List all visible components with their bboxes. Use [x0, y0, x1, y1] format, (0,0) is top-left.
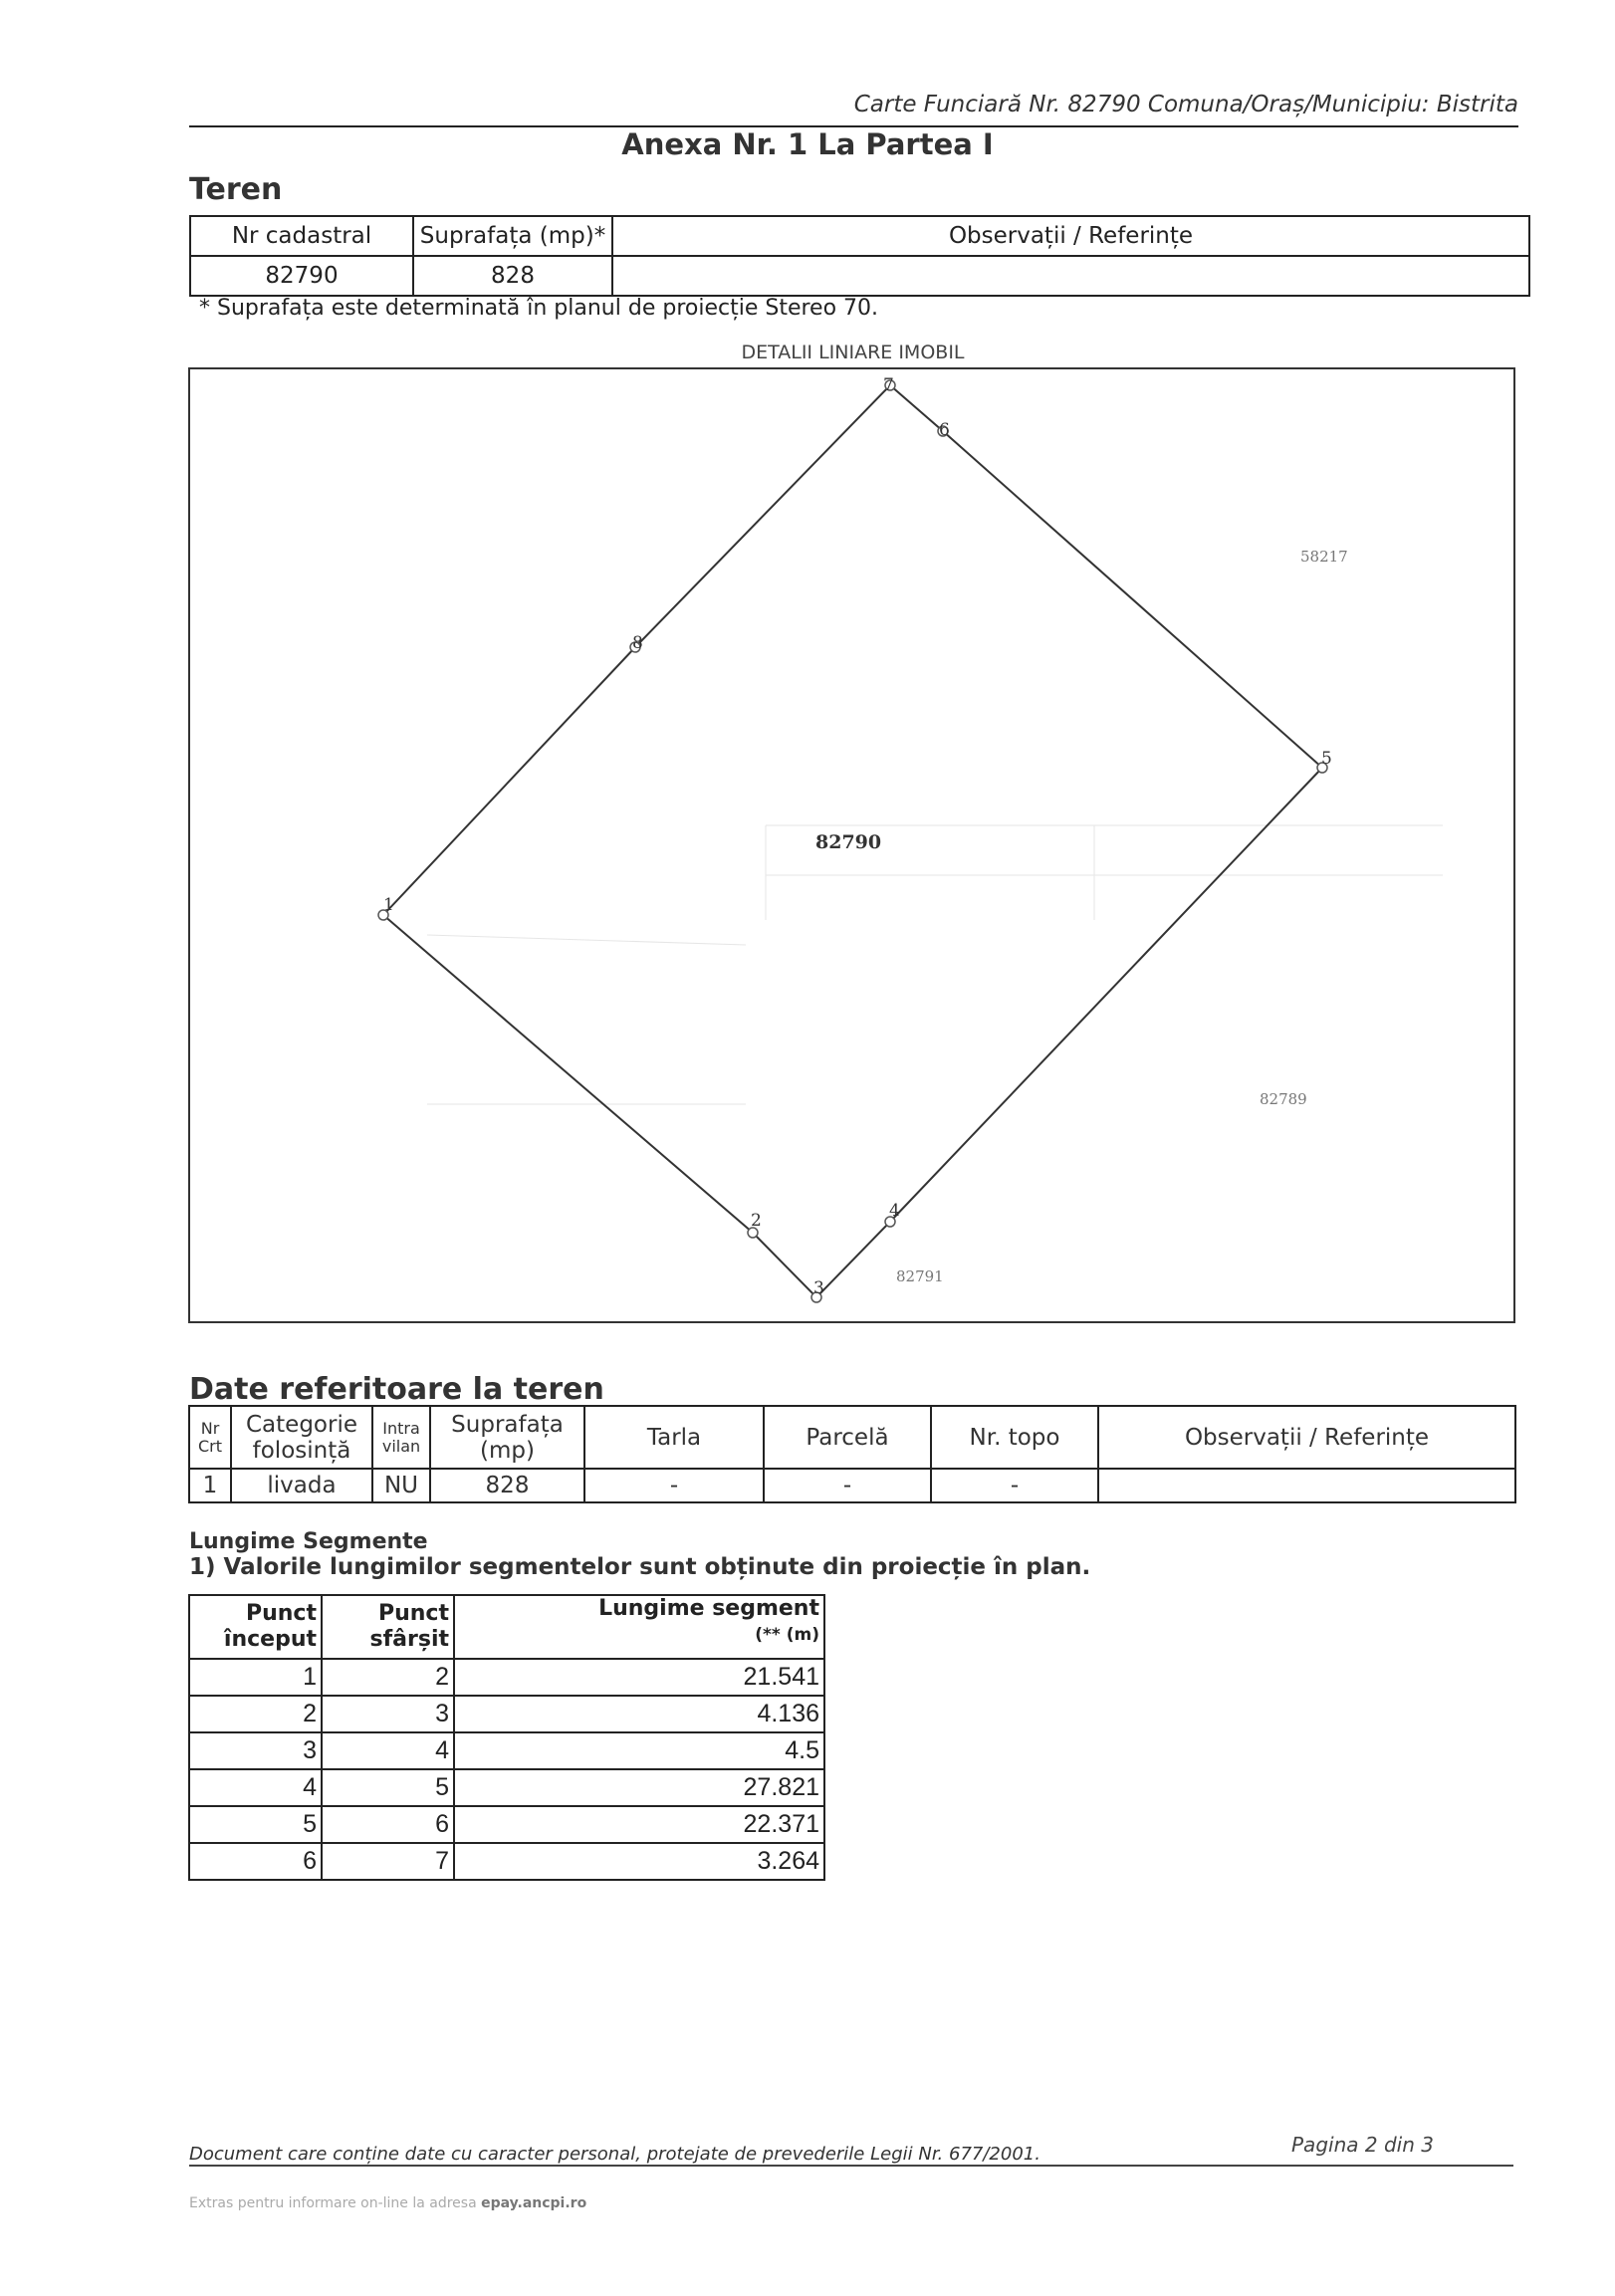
col-punct-inceput: Punct început: [189, 1595, 322, 1659]
cell-nr-topo: -: [931, 1469, 1098, 1502]
footer-extras-site[interactable]: epay.ancpi.ro: [481, 2195, 587, 2211]
point-label-1: 1: [383, 895, 394, 915]
lungime-unit-label: (** (m): [755, 1625, 819, 1645]
segment-end-cell: 3: [322, 1696, 454, 1732]
table-row: [189, 1806, 824, 1843]
footer-extras-text: Extras pentru informare on-line la adresa: [189, 2195, 477, 2211]
segment-length-cell: 27.821: [454, 1769, 824, 1806]
teren-table: [189, 215, 1530, 297]
col-nr-cadastral: Nr cadastral: [190, 216, 413, 256]
footer-extras: [189, 2195, 586, 2211]
segment-length-cell: 4.136: [454, 1696, 824, 1732]
date-teren-table: [188, 1405, 1516, 1503]
segment-length-cell: 21.541: [454, 1659, 824, 1696]
lungime-segmente-subtitle: 1) Valorile lungimilor segmentelor sunt obținute din proiecție în plan.: [189, 1554, 1091, 1580]
segment-start-cell: 3: [189, 1732, 322, 1769]
table-row: [189, 1769, 824, 1806]
lungime-segment-label: Lungime segment: [598, 1596, 819, 1621]
table-row: [189, 1843, 824, 1880]
point-label-7: 7: [883, 375, 894, 395]
teren-table-header: [190, 216, 1529, 256]
cell-nr-crt: 1: [189, 1469, 231, 1502]
cell-suprafata: 828: [413, 256, 612, 296]
col-observatii: Observații / Referințe: [612, 216, 1529, 256]
teren-section-title: Teren: [189, 172, 283, 207]
neighbor-82791: 82791: [896, 1267, 944, 1285]
neighbor-58217: 58217: [1300, 548, 1348, 566]
segment-end-cell: 5: [322, 1769, 454, 1806]
parcel-drawing: [188, 367, 1515, 1323]
parcel-number-label: 82790: [815, 831, 882, 853]
col-intravilan: Intra vilan: [372, 1406, 430, 1469]
footer-document-note: Document care conține date cu caracter personal, protejate de prevederile Legii Nr. 677/2001.: [189, 2144, 1040, 2165]
segment-end-cell: 6: [322, 1806, 454, 1843]
col-lungime-segment: [454, 1595, 824, 1659]
col-suprafata-mp: Suprafața (mp): [430, 1406, 584, 1469]
segment-start-cell: 4: [189, 1769, 322, 1806]
cell-tarla: -: [584, 1469, 764, 1502]
segment-end-cell: 2: [322, 1659, 454, 1696]
cell-intravilan: NU: [372, 1469, 430, 1502]
lungime-rows: [189, 1659, 824, 1880]
table-row: [189, 1659, 824, 1696]
stereo-note: * Suprafața este determinată în planul de proiecție Stereo 70.: [199, 296, 879, 321]
footer-divider: [189, 2165, 1513, 2167]
table-row: [189, 1696, 824, 1732]
segment-start-cell: 2: [189, 1696, 322, 1732]
cell-parcela: -: [764, 1469, 931, 1502]
lungime-header: [189, 1595, 824, 1659]
point-label-5: 5: [1321, 749, 1332, 769]
cell-observatii-referinte: [1098, 1469, 1515, 1502]
date-teren-title: Date referitoare la teren: [189, 1372, 604, 1407]
point-label-3: 3: [813, 1278, 824, 1298]
col-punct-sfarsit: Punct sfârșit: [322, 1595, 454, 1659]
point-label-6: 6: [939, 420, 950, 440]
carte-funciara-header: Carte Funciară Nr. 82790 Comuna/Oraș/Municipiu: Bistrita: [853, 92, 1518, 117]
segment-start-cell: 5: [189, 1806, 322, 1843]
col-observatii-referinte: Observații / Referințe: [1098, 1406, 1515, 1469]
teren-table-row: [190, 256, 1529, 296]
segment-length-cell: 22.371: [454, 1806, 824, 1843]
cell-categorie: livada: [231, 1469, 372, 1502]
cell-suprafata-mp: 828: [430, 1469, 584, 1502]
col-categorie: Categorie folosință: [231, 1406, 372, 1469]
col-tarla: Tarla: [584, 1406, 764, 1469]
cell-observatii: [612, 256, 1529, 296]
segment-start-cell: 6: [189, 1843, 322, 1880]
segment-end-cell: 7: [322, 1843, 454, 1880]
lungime-segmente-title: Lungime Segmente: [189, 1529, 428, 1554]
table-row: [189, 1732, 824, 1769]
page-number: Pagina 2 din 3: [1291, 2133, 1434, 2157]
segment-length-cell: 4.5: [454, 1732, 824, 1769]
col-parcela: Parcelă: [764, 1406, 931, 1469]
anexa-title: Anexa Nr. 1 La Partea I: [621, 127, 994, 161]
neighbor-82789: 82789: [1260, 1090, 1307, 1108]
col-nr-crt: Nr Crt: [189, 1406, 231, 1469]
segment-end-cell: 4: [322, 1732, 454, 1769]
col-nr-topo: Nr. topo: [931, 1406, 1098, 1469]
date-teren-row: [189, 1469, 1515, 1502]
segment-start-cell: 1: [189, 1659, 322, 1696]
detalii-liniare-title: DETALII LINIARE IMOBIL: [741, 342, 965, 363]
cell-nr-cadastral: 82790: [190, 256, 413, 296]
col-suprafata: Suprafața (mp)*: [413, 216, 612, 256]
point-label-2: 2: [751, 1211, 762, 1231]
point-label-4: 4: [889, 1201, 900, 1221]
lungime-segmente-table: [188, 1594, 825, 1881]
point-label-8: 8: [632, 633, 643, 653]
segment-length-cell: 3.264: [454, 1843, 824, 1880]
date-teren-header: [189, 1406, 1515, 1469]
